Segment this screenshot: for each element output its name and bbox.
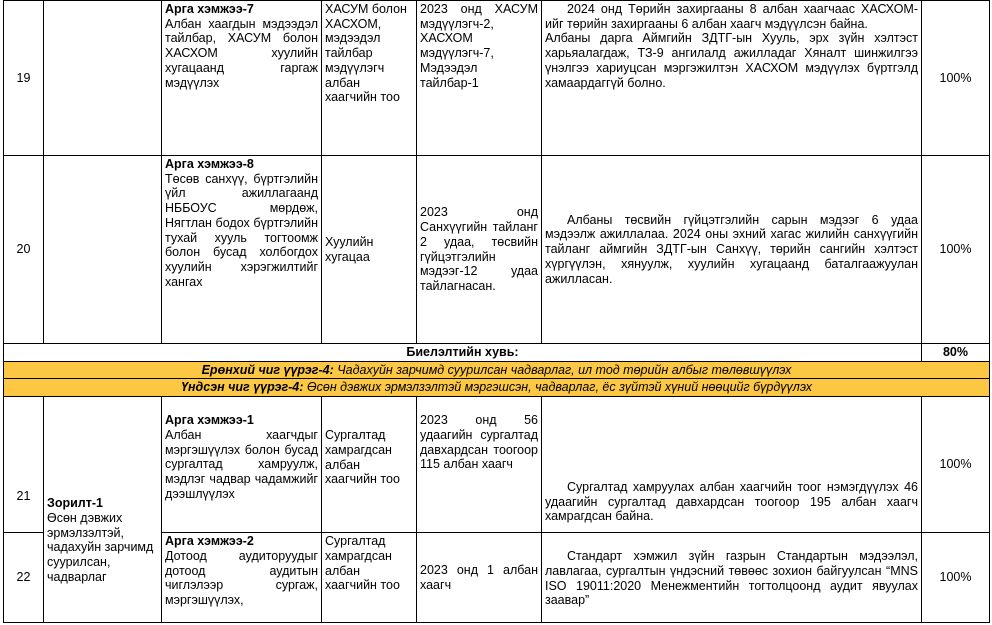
main-function-band [4,379,990,397]
measure-title: Арга хэмжээ-1 [165,413,254,428]
result-line: 2024 онд Төрийн захиргааны 8 албан хаагчаас ХАСХОМ-ийг төрийн захиргааны 6 албан хаагч мэдүүлсэн байна. [545,2,918,31]
baseline-cell: 2023 онд ХАСУМ мэдүүлэгч-2, ХАСХОМ мэдүүлэгч-7, Мэдээдэл тайлбар-1 [417,1,542,156]
result-cell [542,533,922,623]
result-cell [542,1,922,156]
baseline-cell: 2023 онд 1 албан хаагч [417,533,542,623]
measure-title: Арга хэмжээ-8 [165,157,254,171]
result-line: Албаны дарга Аймгийн ЗДТГ-ын Хууль, эрх зүйн хэлтэст харьяалагдаж, ТЗ-9 ангилалд ажилладаг Хяналт шинжилгээ үнэлгээ хариуцсан мэргэжилтэн ХАСХОМ мэдүүлэх бүртгэлд хамаардаггүй болно. [545,31,918,90]
result-cell [542,397,922,533]
band-text: Чадахуйн зарчимд суурилсан чадварлаг, ил тод төрийн албыг төлөвшүүлэх [333,362,792,377]
indicator-cell: Сургалтад хамрагдсан албан хаагчийн тоо [322,533,417,623]
row-number: 22 [4,533,44,623]
indicator-cell: Сургалтад хамрагдсан албан хаагчийн тоо [322,397,417,533]
report-table [3,0,990,623]
band-label: Үндсэн чиг үүрэг-4: [181,380,304,395]
indicator-cell: ХАСУМ болон ХАСХОМ, мэдээдэл тайлбар мэдүүлэгч албан хаагчийн тоо [322,1,417,156]
measure-title: Арга хэмжээ-2 [165,534,254,549]
row-number: 20 [4,156,44,344]
result-line: Сургалтад хамруулах албан хаагчийн тоог нэмэгдүүлэх 46 удаагийн сургалтад давхардсан тоогоор 195 албан хаагч хамрагдсан байна. [545,480,918,524]
measure-title: Арга хэмжээ-7 [165,2,254,16]
result-line: Стандарт хэмжил зүйн газрын Стандартын мэдээлэл, лавлагаа, сургалтын үндэсний төвөөс зохион байгуулсан “MNS ISO 19011:2020 Менежментийн тогтолцоонд аудит явуулах заавар” [545,549,918,608]
percent-cell: 100% [922,156,990,344]
indicator-cell: Хуулийн хугацаа [322,156,417,344]
measure-text: Албан хаагдын мэдээдэл тайлбар, ХАСУМ болон ХАСХОМ хуулийн хугацаанд гаргаж мэдүүлэх [165,16,318,90]
result-cell [542,156,922,344]
goal-cell [44,397,162,623]
measure-cell [162,397,322,533]
table-row [4,156,990,344]
percent-cell: 100% [922,397,990,533]
measure-text: Албан хаагчдыг мэргэшүүлэх болон бусад сургалтад хамруулж, мэдлэг чадвар чадамжийг дээшлүүлэх [165,427,318,501]
row-number: 21 [4,397,44,533]
measure-cell [162,156,322,344]
band-text: Өсөн дэвжих эрмэлзэлтэй мэргэшсэн, чадварлаг, ёс зүйтэй хүний нөөцийг бүрдүүлэх [303,380,812,395]
goal-text: Өсөн дэвжих эрмэлзэлтэй, чадахуйн зарчимд суурилсан, чадварлаг [47,510,154,584]
goal-cell-empty [44,156,162,344]
measure-text: Дотоод аудиторуудыг дотоод аудитын чиглэлээр сургаж, мэргэшүүлэх, [165,548,318,607]
summary-label: Биелэлтийн хувь: [4,344,922,362]
measure-cell [162,1,322,156]
row-number: 19 [4,1,44,156]
percent-cell: 100% [922,1,990,156]
summary-row [4,344,990,362]
percent-cell: 100% [922,533,990,623]
result-line: Албаны төсвийн гүйцэтгэлийн сарын мэдээг 6 удаа мэдээлж ажиллалаа. 2024 оны эхний хагас жилийн санхүүгийн тайланг аймгийн ЗДТГ-ын Санхүү, төрийн сангийн хэлтэст хүргүүлэн, хянуулж, хуулийн хугацаанд баталгаажуулан ажилласан. [545,212,918,286]
band-label: Ерөнхий чиг үүрэг-4: [201,362,334,377]
table-row [4,397,990,533]
table-row [4,1,990,156]
goal-cell-empty [44,1,162,156]
summary-percent: 80% [922,344,990,362]
goal-title: Зорилт-1 [47,496,103,511]
baseline-cell: 2023 онд Санхүүгийн тайланг 2 удаа, төсвийн гүйцэтгэлийн мэдээг-12 удаа тайлагнасан. [417,156,542,344]
measure-cell [162,533,322,623]
measure-text: Төсөв санхүү, бүртгэлийн үйл ажиллагаанд НББОУС мөрдөж, Нягтлан бодох бүртгэлийн тухай хууль тогтоомж болон бусад холбогдох хуулийн хэрэгжилтийг хангах [165,171,318,289]
general-function-band [4,361,990,379]
baseline-cell: 2023 онд 56 удаагийн сургалтад давхардсан тоогоор 115 албан хаагч [417,397,542,533]
